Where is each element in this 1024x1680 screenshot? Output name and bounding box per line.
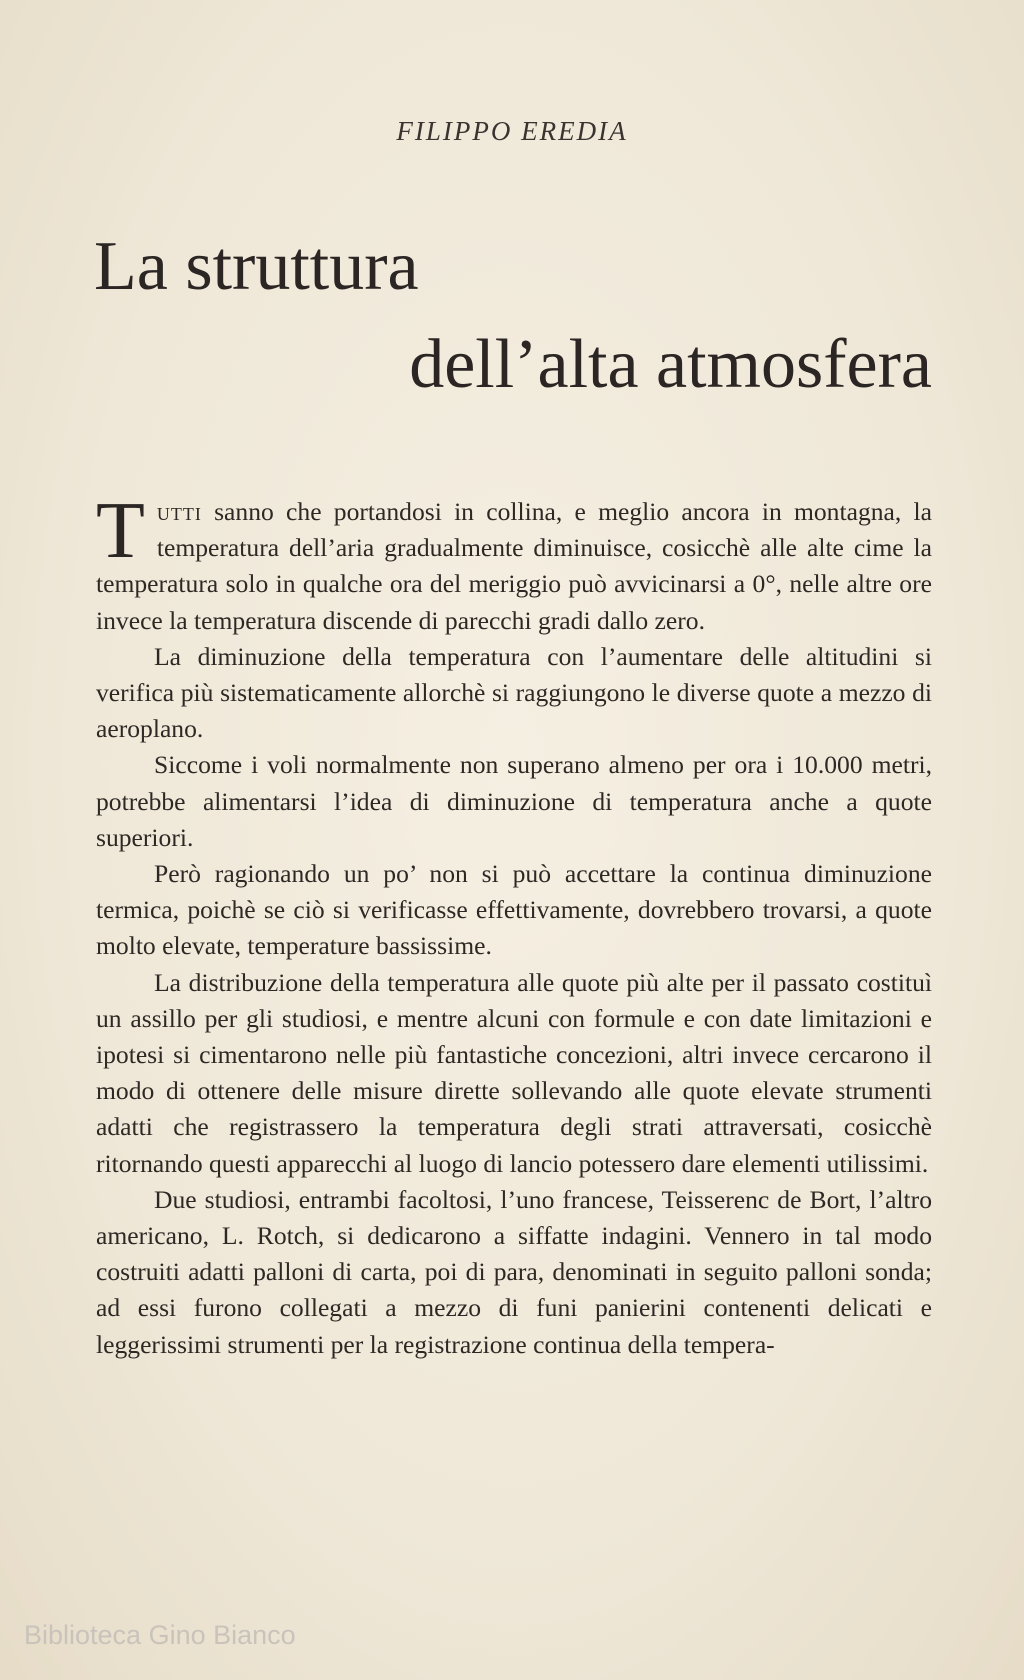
title-line-1: La struttura — [94, 228, 419, 305]
lead-small-caps: utti — [156, 497, 202, 526]
paragraph-1-text: sanno che portandosi in collina, e meglio ancora in montagna, la temperatura dell’aria gradualmente diminuisce, cosicchè alle alte cime la temperatura solo in qualche ora del meriggio può avvicinarsi a 0°, nelle altre ore invece la temperatura discende di parecchi gradi dallo zero. — [96, 497, 932, 635]
author-name: FILIPPO EREDIA — [396, 116, 628, 146]
article-body — [96, 487, 932, 1363]
paragraph-1 — [96, 487, 932, 639]
paragraph-3: Siccome i voli normalmente non superano almeno per ora i 10.000 metri, potrebbe alimentarsi l’idea di diminuzione di temperatura anche a quote superiori. — [96, 750, 932, 852]
paragraph-5: La distribuzione della temperatura alle quote più alte per il passato costituì un assillo per gli studiosi, e mentre alcuni con formule e con date limitazioni e ipotesi si cimentarono nelle più fantastiche concezioni, altri invece cercarono il modo di ottenere delle misure dirette sollevando alle quote elevate strumenti adatti che registrassero la temperatura degli strati attraversati, cosicchè ritornando questi apparecchi al luogo di lancio potessero dare elementi utilissimi. — [96, 967, 932, 1178]
title-line-2: dell’alta atmosfera — [409, 326, 932, 403]
library-watermark: Biblioteca Gino Bianco — [24, 1620, 296, 1650]
paragraph-2: La diminuzione della temperatura con l’aumentare delle altitudini si verifica più sistematicamente allorchè si raggiungono le diverse quote a mezzo di aeroplano. — [96, 641, 932, 744]
drop-cap: T — [96, 487, 145, 575]
paragraph-6: Due studiosi, entrambi facoltosi, l’uno francese, Teisserenc de Bort, l’altro americano, L. Rotch, si dedicarono a siffatte indagini. Vennero in tal modo costruiti adatti palloni di carta, poi di para, denominati in seguito palloni sonda; ad essi furono collegati a mezzo di funi panierini contenenti delicati e leggerissimi strumenti per la registrazione continua della tempera- — [96, 1184, 932, 1359]
paragraph-4: Però ragionando un po’ non si può accettare la continua diminuzione termica, poichè se ciò si verificasse effettivamente, dovrebbero trovarsi, a quote molto elevate, temperature bassissime. — [96, 859, 932, 961]
